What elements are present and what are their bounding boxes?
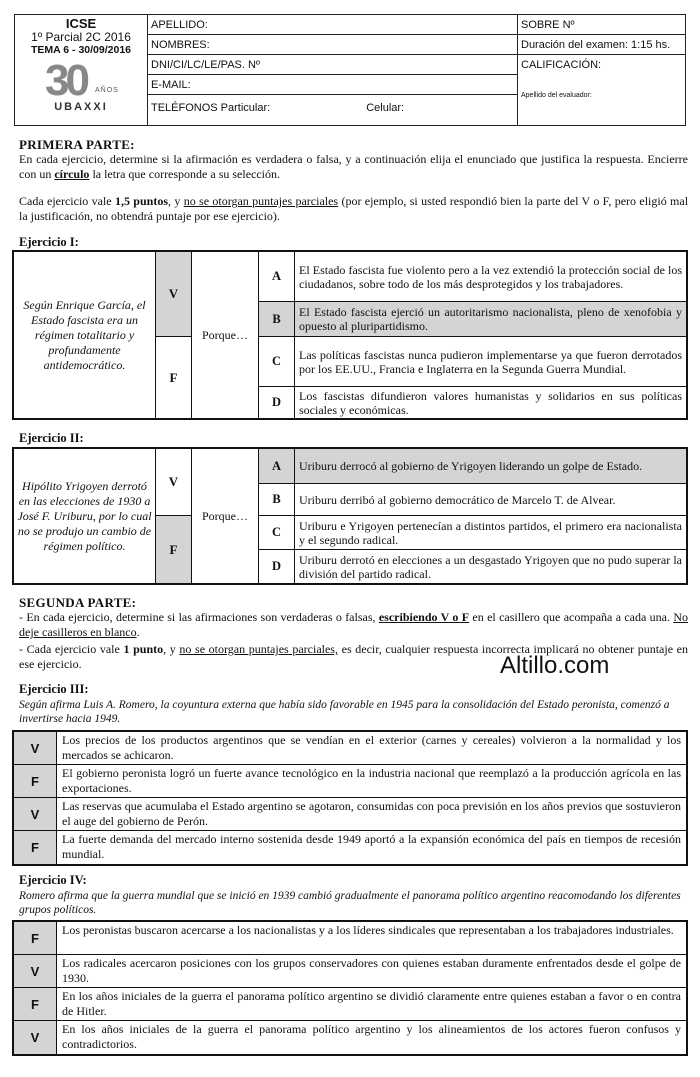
ex4-title: Ejercicio IV: <box>19 873 87 887</box>
ex2-option-c-text: Uriburu e Yrigoyen pertenecían a distintos partidos, el primero era nacionalista y el segundo radical. <box>299 518 682 547</box>
field-sobre[interactable]: SOBRE Nº <box>518 15 685 35</box>
part1-instr1-b: la letra que corresponde a su selección. <box>89 167 281 181</box>
ex2-table <box>12 447 688 585</box>
logo-number: 30 <box>45 56 86 105</box>
part2-instr2-u: no se otorgan puntajes parciales, <box>179 642 338 656</box>
calificacion-label: CALIFICACIÓN: <box>521 59 602 71</box>
ex2-option-d[interactable] <box>259 550 686 583</box>
ex1-f-option[interactable]: F <box>156 337 192 418</box>
ex1-option-c-letter: C <box>259 337 295 386</box>
ex4-table <box>12 920 688 1056</box>
ex3-row-3-answer[interactable]: V <box>14 798 57 830</box>
ex1-option-c-text: Las políticas fascistas nunca pudieron implementarse ya que fueron derrotados por los EE.UU., Francia e Inglaterra en la Segunda Guerra Mundial. <box>299 347 682 376</box>
ex1-option-b-text: El Estado fascista ejerció un autoritarismo nacionalista, pleno de xenofobia y opuesto al pluripartidismo. <box>299 305 682 333</box>
ex3-row-1 <box>14 732 686 765</box>
ex3-row-3-text: Las reservas que acumulaba el Estado argentino se agotaron, consumidas con poca previsión en los años previos que sostuvieron el auge del gobierno de Perón. <box>62 799 681 828</box>
ex1-v-option[interactable]: V <box>156 252 192 337</box>
part1-title: PRIMERA PARTE: <box>19 137 135 152</box>
ex2-option-a-letter: A <box>259 449 295 483</box>
ex2-option-b-text: Uriburu derribó al gobierno democrático de Marcelo T. de Alvear. <box>299 492 616 507</box>
part2-instr2-c: es decir, cualquier respuesta incorrecta implicará no obtener puntaje en ese ejercicio. <box>19 642 688 671</box>
ex3-row-2-text: El gobierno peronista logró un fuerte avance tecnológico en la industria nacional que reemplazó a la producción agrícola en las exportaciones. <box>62 766 681 795</box>
ex3-row-4-answer[interactable]: F <box>14 831 57 864</box>
institution-name: ICSE <box>65 16 97 31</box>
part2-instr2-a: - Cada ejercicio vale <box>19 642 124 656</box>
ex1-option-b[interactable] <box>259 302 686 337</box>
exam-name: 1º Parcial 2C 2016 <box>31 30 131 44</box>
part1-instr2-a: Cada ejercicio vale <box>19 194 115 208</box>
ex4-row-2-answer[interactable]: V <box>14 955 57 987</box>
altillo-watermark: Altillo.com <box>500 652 610 679</box>
ex3-row-4-text: La fuerte demanda del mercado interno sostenida desde 1949 aportó a la expansión económica del país en tiempos de recesión mundial. <box>62 832 681 861</box>
ex3-title: Ejercicio III: <box>19 682 89 696</box>
exam-header <box>14 14 686 126</box>
field-duracion: Duración del examen: 1:15 hs. <box>518 35 685 55</box>
part2-instr1-c: . <box>136 625 140 639</box>
part2-instr1-a: - En cada ejercicio, determine si las afirmaciones son verdaderas o falsas, <box>19 610 379 624</box>
celular-label: Celular: <box>366 102 405 114</box>
logo-anos: AÑOS <box>95 87 119 94</box>
header-institution-block <box>15 15 148 125</box>
ex4-row-4 <box>14 1021 686 1054</box>
ex4-row-1 <box>14 922 686 955</box>
ex1-title: Ejercicio I: <box>19 235 79 249</box>
part1-instr1-circulo: círculo <box>54 167 90 181</box>
header-student-fields <box>148 15 518 125</box>
part1-instructions-2 <box>19 194 688 224</box>
ex2-option-d-text: Uriburu derrotó en elecciones a un desgastado Yrigoyen que no pudo superar la división del partido radical. <box>299 552 682 581</box>
evaluador-label: Apellido del evaluador: <box>521 92 592 99</box>
ex2-title: Ejercicio II: <box>19 431 84 445</box>
ex3-row-3 <box>14 798 686 831</box>
ex3-row-2-answer[interactable]: F <box>14 765 57 797</box>
telefonos-label: TELÉFONOS Particular: <box>151 102 271 114</box>
ubaxxi-logo <box>15 56 147 117</box>
part1-instr1-a: En cada ejercicio, determine si la afirmación es verdadera o falsa, y a continuación elija el enunciado que justifica la respuesta. Encierre con un <box>19 152 688 181</box>
ex1-statement: Según Enrique García, el Estado fascista era un régimen totalitario y profundamente antidemocrático. <box>14 252 156 418</box>
part2-instr1-b: en el casillero que acompaña a cada una. <box>469 610 674 624</box>
ex1-option-a-text: El Estado fascista fue violento pero a la vez extendió la protección social de los ciudadanos, sobre todo de los más desprotegidos y los trabajadores. <box>299 262 682 291</box>
ex4-row-2 <box>14 955 686 988</box>
ex2-option-a-text: Uriburu derrocó al gobierno de Yrigoyen liderando un golpe de Estado. <box>299 459 643 473</box>
ex3-row-1-text: Los precios de los productos argentinos que se vendían en el exterior (carnes y cereales) volvieron a la normalidad y los mercados se achicaron. <box>62 733 681 762</box>
ex3-intro: Según afirma Luis A. Romero, la coyuntura externa que había sido favorable en 1945 para la consolidación del Estado peronista, comenzó a invertirse hacia 1949. <box>19 699 670 725</box>
ex2-option-a[interactable] <box>259 449 686 484</box>
part2-instr2-pts: 1 punto <box>123 642 164 656</box>
field-telefonos[interactable] <box>148 95 517 126</box>
part1-instr2-pts: 1,5 puntos <box>114 194 168 208</box>
part1-instr2-b: , y <box>168 194 184 208</box>
field-dni[interactable]: DNI/CI/LC/LE/PAS. Nº <box>148 55 517 75</box>
ex2-option-c[interactable] <box>259 516 686 550</box>
ex2-option-b-letter: B <box>259 484 295 515</box>
part2-instr2-b: , y <box>163 642 180 656</box>
ex4-row-4-answer[interactable]: V <box>14 1021 57 1054</box>
logo-brand: UBAXXI <box>54 101 108 113</box>
ex4-row-3-answer[interactable]: F <box>14 988 57 1020</box>
ex4-row-3-text: En los años iniciales de la guerra el panorama político argentino se dividió claramente entre quienes estaban a favor o en contra de Hitler. <box>62 989 681 1018</box>
ex4-row-1-answer[interactable]: F <box>14 922 57 954</box>
ex4-row-1-text: Los peronistas buscaron acercarse a los nacionalistas y a los líderes sindicales que representaban a los trabajadores industriales. <box>62 923 674 937</box>
ex1-option-a[interactable] <box>259 252 686 302</box>
ex3-table <box>12 730 688 866</box>
exam-tema: TEMA 6 - 30/09/2016 <box>31 44 131 56</box>
ex2-option-d-letter: D <box>259 550 295 583</box>
ex2-option-b[interactable] <box>259 484 686 516</box>
ex4-row-2-text: Los radicales acercaron posiciones con los grupos conservadores con quienes estaban duramente enfrentados desde el golpe de 1930. <box>62 956 681 985</box>
ex2-f-option[interactable]: F <box>156 516 192 583</box>
ex2-v-option[interactable]: V <box>156 449 192 516</box>
ex1-option-d-letter: D <box>259 387 295 418</box>
ex2-porque: Porque… <box>192 449 259 583</box>
ex2-statement: Hipólito Yrigoyen derrotó en las elecciones de 1930 a José F. Uriburu, por lo cual no se produjo un cambio de régimen político. <box>14 449 156 583</box>
ex4-intro: Romero afirma que la guerra mundial que se inició en 1939 cambió gradualmente el panorama político argentino reacomodando los diferentes grupos políticos. <box>19 890 681 916</box>
part2-title: SEGUNDA PARTE: <box>19 595 137 610</box>
part2-instructions-1 <box>19 610 688 640</box>
part1-instr2-u: no se otorgan puntajes parciales <box>183 194 339 208</box>
field-email[interactable]: E-MAIL: <box>148 75 517 95</box>
field-calificacion[interactable] <box>518 55 685 105</box>
ex4-row-3 <box>14 988 686 1021</box>
ex1-option-d-text: Los fascistas difundieron valores humanistas y solidarios en sus políticas sociales y económicas. <box>299 388 682 417</box>
part1-instructions-1 <box>19 152 688 182</box>
ex3-row-4 <box>14 831 686 864</box>
ex4-row-4-text: En los años iniciales de la guerra el panorama político argentino y los alineamientos de los actores fueron confusos y contradictorios. <box>62 1022 681 1051</box>
ex3-row-2 <box>14 765 686 798</box>
part2-instr1-u: escribiendo V o F <box>378 610 470 624</box>
part1-instr2-c: (por ejemplo, si usted respondió bien la parte del V o F, pero eligió mal la justificación, no obtendrá puntaje por ese ejercicio). <box>19 194 689 223</box>
ex2-option-c-letter: C <box>259 516 295 549</box>
ex1-option-a-letter: A <box>259 252 295 301</box>
field-apellido[interactable]: APELLIDO: <box>148 15 517 35</box>
ex1-option-c[interactable] <box>259 337 686 387</box>
ex1-porque: Porque… <box>192 252 259 418</box>
header-exam-fields <box>518 15 685 125</box>
ex3-row-1-answer[interactable]: V <box>14 732 57 764</box>
field-nombres[interactable]: NOMBRES: <box>148 35 517 55</box>
part2-instr1-u2: No deje casilleros en blanco <box>19 610 688 639</box>
ex1-option-d[interactable] <box>259 387 686 418</box>
ex1-table <box>12 250 688 420</box>
ex1-option-b-letter: B <box>259 302 295 336</box>
